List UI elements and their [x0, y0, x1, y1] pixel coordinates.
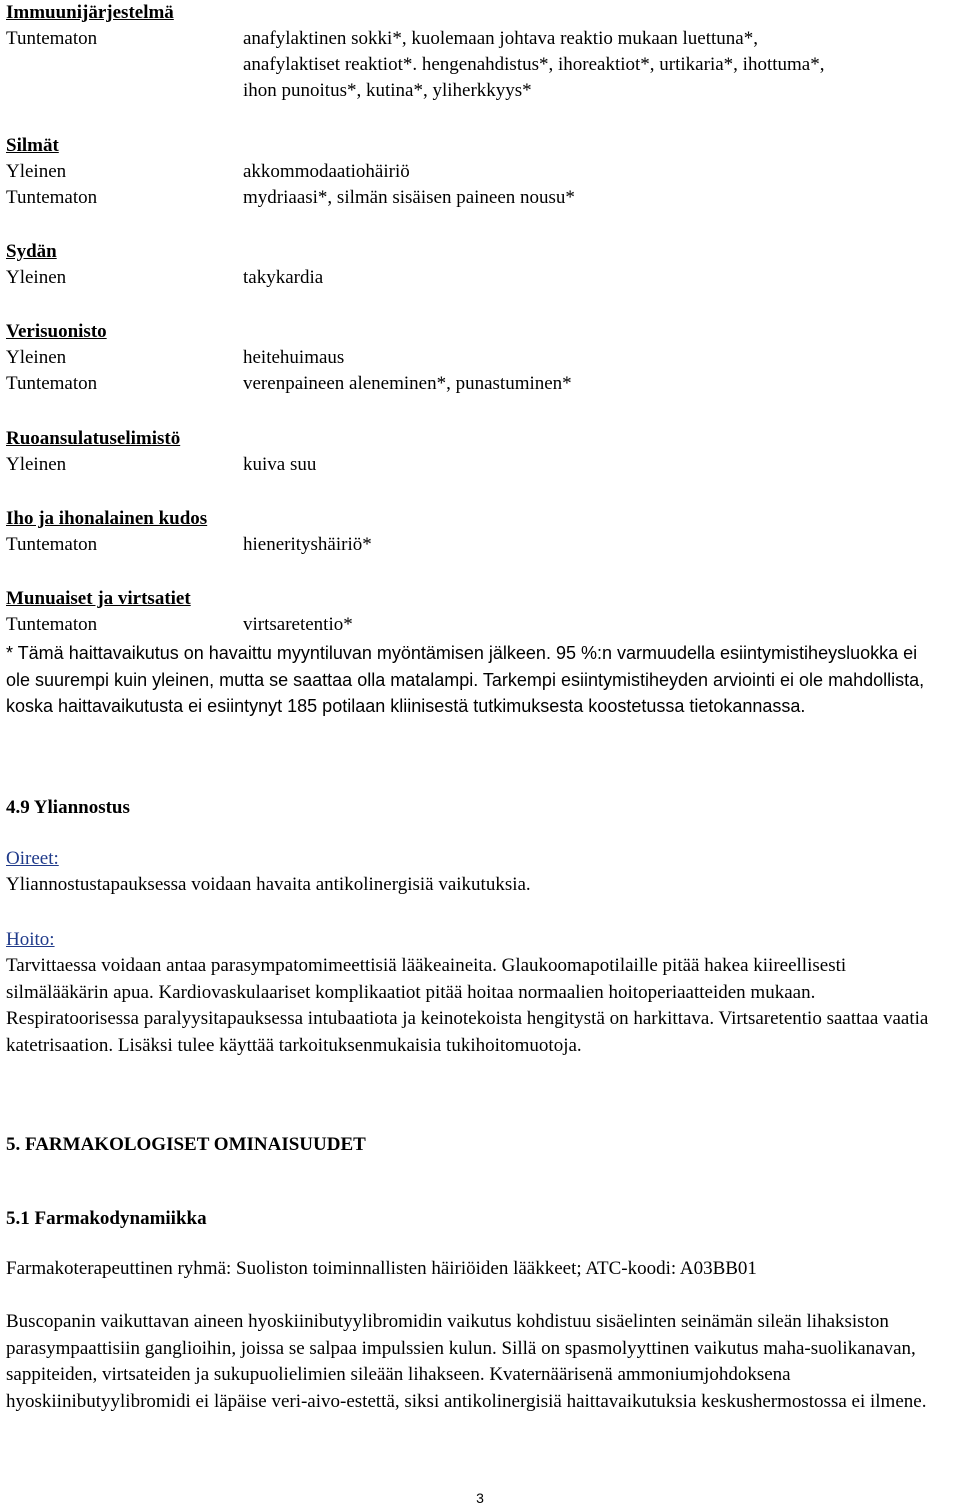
effect-text: anafylaktiset reaktiot*. hengenahdistus*, ihoreaktiot*, urtikaria*, ihottuma*, — [243, 54, 825, 75]
frequency-label: Tuntematon — [6, 614, 98, 635]
frequency-label: Tuntematon — [6, 187, 98, 208]
effect-text: heitehuimaus — [243, 347, 345, 368]
category-heading-kidney: Munuaiset ja virtsatiet — [6, 588, 191, 609]
effect-text: takykardia — [243, 267, 324, 288]
category-heading-eyes: Silmät — [6, 135, 59, 156]
symptoms-label: Oireet: — [6, 848, 59, 869]
section-heading-pharmacology: 5. FARMAKOLOGISET OMINAISUUDET — [6, 1134, 366, 1155]
frequency-label: Yleinen — [6, 347, 67, 368]
treatment-text: Tarvittaessa voidaan antaa parasympatomimeettisiä lääkeaineita. Glaukoomapotilaille pitää hakea kiireellisesti silmälääkärin apua. Kardiovaskulaariset komplikaatiot pitää hoitaa normaalien hoitoperiaatteiden mukaan. Respiratoorisessa paralyysitapauksessa intubaatiota ja keinotekoista hengitystä on harkittava. Virtsaretentio saattaa vaatia katetrisaation. Lisäksi tulee käyttää tarkoituksenmukaisia tukihoitomuotoja. — [6, 955, 929, 1056]
effect-text: anafylaktinen sokki*, kuolemaan johtava reaktio mukaan luettuna*, — [243, 28, 758, 49]
category-heading-immune: Immuunijärjestelmä — [6, 2, 174, 23]
effect-text: hienerityshäiriö* — [243, 534, 372, 555]
frequency-label: Yleinen — [6, 267, 67, 288]
frequency-label: Yleinen — [6, 161, 67, 182]
frequency-label: Tuntematon — [6, 373, 98, 394]
effect-text: virtsaretentio* — [243, 614, 353, 635]
category-heading-digestive: Ruoansulatuselimistö — [6, 428, 181, 449]
category-heading-heart: Sydän — [6, 241, 57, 262]
page-number: 3 — [476, 1490, 484, 1506]
treatment-label: Hoito: — [6, 929, 55, 950]
pharmacodynamics-text: Buscopanin vaikuttavan aineen hyoskiinibutyylibromidin vaikutus kohdistuu sisäelinten seinämän sileän lihaksiston parasympaattisiin ganglioihin, joissa se salpaa impulssien kulun. Sillä on spasmolyyttinen vaikutus maha-suolikanavan, sappiteiden, virtsateiden ja sukupuolielimien sileään lihakseen. Kvaternäärisenä ammoniumjohdoksena hyoskiinibutyylibromidi ei läpäise veri-aivo-estettä, siksi antikolinergisiä haittavaikutuksia keskushermostossa ei ilmene. — [6, 1311, 927, 1412]
frequency-label: Tuntematon — [6, 534, 98, 555]
effect-text: ihon punoitus*, kutina*, yliherkkyys* — [243, 80, 532, 101]
category-heading-skin: Iho ja ihonalainen kudos — [6, 508, 208, 529]
category-heading-vascular: Verisuonisto — [6, 321, 107, 342]
subsection-heading-pharmacodynamics: 5.1 Farmakodynamiikka — [6, 1208, 207, 1229]
effect-text: verenpaineen aleneminen*, punastuminen* — [243, 373, 572, 394]
effect-text: akkommodaatiohäiriö — [243, 161, 410, 182]
symptoms-text: Yliannostustapauksessa voidaan havaita antikolinergisiä vaikutuksia. — [6, 874, 531, 895]
footnote: * Tämä haittavaikutus on havaittu myyntiluvan myöntämisen jälkeen. 95 %:n varmuudella esiintymistiheysluokka ei ole suurempi kuin yleinen, mutta se saattaa olla matalampi. Tarkempi esiintymistiheyden arviointi ei ole mahdollista, koska haittavaikutusta ei esiintynyt 185 potilaan kliinisestä tutkimuksesta koostetussa tietokannassa. — [6, 643, 925, 716]
frequency-label: Tuntematon — [6, 28, 98, 49]
section-heading-overdose: 4.9 Yliannostus — [6, 797, 130, 818]
effect-text: mydriaasi*, silmän sisäisen paineen nousu* — [243, 187, 575, 208]
pharmacotherapeutic-group: Farmakoterapeuttinen ryhmä: Suoliston toiminnallisten häiriöiden lääkkeet; ATC-koodi: A03BB01 — [6, 1258, 757, 1279]
frequency-label: Yleinen — [6, 454, 67, 475]
effect-text: kuiva suu — [243, 454, 317, 475]
